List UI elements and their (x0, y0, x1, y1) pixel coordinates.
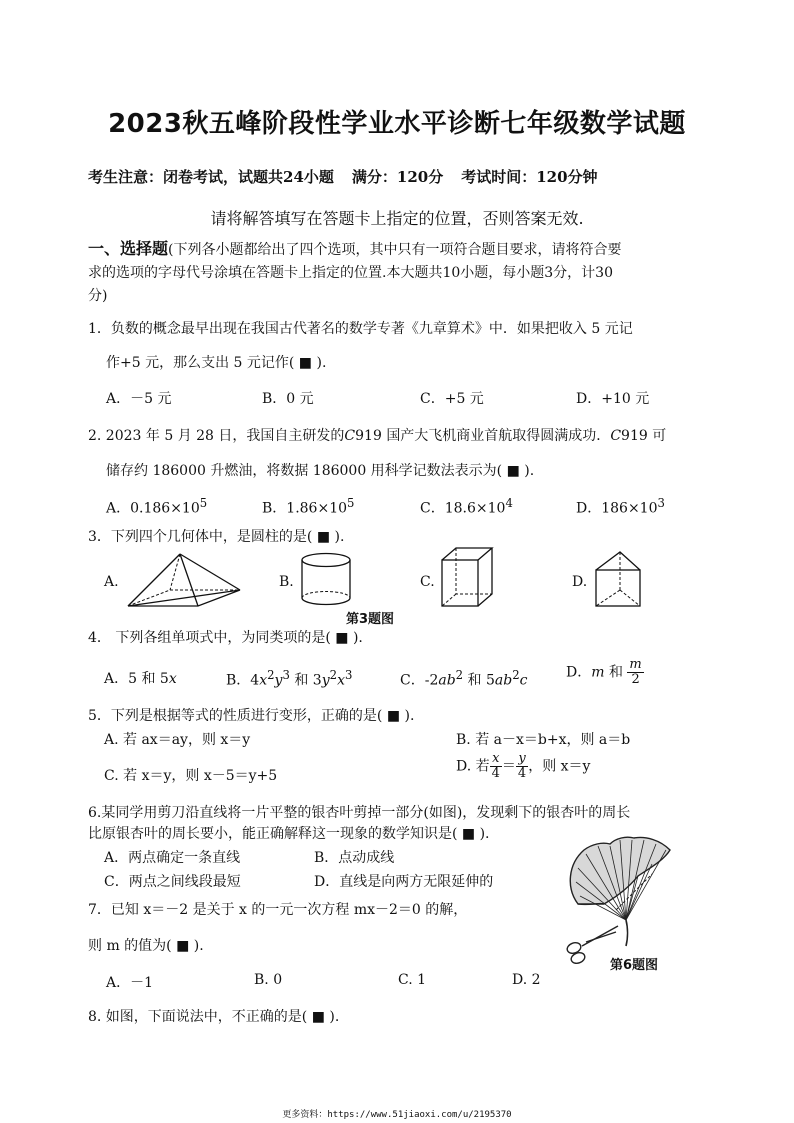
q2-c-letter-2: C (610, 428, 622, 444)
q4-d-numerator: m (629, 657, 642, 672)
q5-d-frac2 (516, 752, 528, 781)
footer-link[interactable]: 更多资料：https://www.51jiaoxi.com/u/2195370 (282, 1110, 512, 1120)
q1-stem-2: 作+5 元，那么支出 5 元记作( ■ ). (106, 355, 327, 371)
q2-stem-1b: 919 国产大飞机商业首航取得圆满成功． (355, 428, 611, 444)
q2-a-base: A．0.186×10 (106, 500, 200, 517)
cylinder-figure (300, 552, 352, 608)
q2-c-exp: 4 (505, 496, 513, 510)
q2-stem-1c: 919 可 (621, 428, 667, 444)
q5-d-num2: y (516, 752, 528, 767)
q5-option-b: B. 若 a－x＝b+x，则 a＝b (456, 732, 631, 748)
q6-stem-1: 6.某同学用剪刀沿直线将一片平整的银杏叶剪掉一部分(如图)，发现剩下的银杏叶的周长 (88, 805, 631, 821)
q5-d-suffix: ，则 x＝y (528, 758, 591, 775)
cuboid-figure (440, 546, 496, 610)
q7-option-b: B. 0 (254, 972, 283, 988)
q4-c-c: c (519, 672, 528, 689)
q3-option-a: A. (104, 574, 119, 590)
q7-option-a: A．－1 (106, 975, 154, 991)
q7-option-d: D. 2 (512, 972, 541, 988)
q2-stem-1 (88, 425, 666, 445)
q4-d-m: m (591, 664, 605, 681)
q5-option-d (456, 752, 590, 781)
q2-c-base: C．18.6×10 (420, 500, 506, 517)
q2-stem-2: 储存约 186000 升燃油，将数据 186000 用科学记数法表示为( ■ ). (106, 463, 535, 479)
q5-d-prefix: D. 若 (456, 758, 490, 775)
q2-option-a (106, 496, 207, 518)
q2-b-exp: 5 (347, 496, 355, 510)
q5-d-frac1 (490, 752, 502, 781)
q6-option-c: C．两点之间线段最短 (104, 874, 241, 890)
section1-desc-2: 求的选项的字母代号涂填在答题卡上指定的位置.本大题共10小题，每小题3分，计30 (88, 265, 613, 281)
q4-a-label: A． (104, 671, 129, 687)
q5-d-equals: ＝ (501, 758, 516, 775)
q6-option-a: A．两点确定一条直线 (104, 850, 241, 866)
q3-option-c: C. (420, 574, 435, 590)
q2-option-c (420, 496, 513, 518)
q4-b-x2: x (337, 672, 345, 689)
q4-b-exp1: 2 (267, 668, 275, 682)
q4-a-text: 5 和 5 (128, 671, 169, 687)
q6-option-d: D．直线是向两方无限延伸的 (314, 874, 494, 890)
q4-d-and: 和 (604, 664, 628, 681)
q4-option-c (400, 668, 528, 690)
q5-option-c: C. 若 x＝y，则 x－5＝y+5 (104, 768, 278, 784)
q6-caption: 第6题图 (610, 958, 659, 973)
q2-b-base: B．1.86×10 (262, 500, 348, 517)
q5-d-den1: 4 (491, 766, 500, 781)
q5-d-num1: x (490, 752, 502, 767)
q4-option-d (566, 658, 644, 687)
q7-option-c: C. 1 (398, 972, 427, 988)
q2-option-b (262, 496, 354, 518)
q8-stem: 8. 如图，下面说法中，不正确的是( ■ ). (88, 1009, 340, 1025)
q4-option-b (226, 668, 352, 690)
section1-heading: 一、选择题 (88, 239, 169, 258)
ginkgo-leaf-figure (556, 834, 688, 964)
q4-b-and: 和 (289, 672, 313, 689)
q1-option-c: C．+5 元 (420, 391, 484, 407)
answer-instruction: 请将解答填写在答题卡上指定的位置，否则答案无效. (210, 209, 584, 228)
q4-c-ab2: ab (494, 672, 513, 689)
exam-notice (88, 166, 598, 187)
q4-d-label: D． (566, 664, 592, 681)
q5-stem: 5．下列是根据等式的性质进行变形，正确的是( ■ ). (88, 708, 415, 724)
q2-a-exp: 5 (199, 496, 208, 510)
q4-b-label: B． (226, 672, 251, 689)
q4-c-ab: ab (438, 672, 456, 689)
q4-d-fraction (627, 658, 643, 687)
q4-b-y2: y (321, 672, 330, 689)
q4-stem: 4． 下列各组单项式中，为同类项的是( ■ ). (88, 630, 363, 646)
q4-c-and: 和 (463, 672, 486, 689)
q1-stem-1: 1．负数的概念最早出现在我国古代著名的数学专著《九章算术》中．如果把收入 5 元记 (88, 321, 633, 337)
q5-d-den2: 4 (517, 766, 527, 781)
q7-stem-2: 则 m 的值为( ■ ). (88, 938, 204, 954)
q1-option-d: D．+10 元 (576, 391, 650, 407)
notice-time: 考试时间：120分钟 (461, 168, 598, 186)
notice-score: 满分：120分 (351, 168, 444, 186)
q2-d-exp: 3 (657, 496, 665, 510)
q3-option-b: B. (279, 574, 294, 590)
pyramid-figure (124, 552, 244, 612)
q4-c-label: C． (400, 672, 425, 689)
q4-c-exp1: 2 (455, 668, 464, 682)
q4-c-coef1: -2 (424, 672, 439, 689)
q2-d-base: D．186×10 (576, 500, 658, 517)
q3-caption: 第3题图 (346, 612, 395, 627)
section1-line1 (88, 237, 621, 262)
q7-stem-1: 7．已知 x＝－2 是关于 x 的一元一次方程 mx－2＝0 的解， (88, 902, 468, 918)
page-title: 2023秋五峰阶段性学业水平诊断七年级数学试题 (108, 109, 686, 139)
q1-option-a: A．－5 元 (106, 391, 172, 407)
q4-c-coef2: 5 (486, 672, 495, 689)
q2-stem-1a: 2. 2023 年 5 月 28 日，我国自主研发的 (88, 428, 345, 444)
q4-c-exp2: 2 (512, 668, 520, 682)
q6-option-b: B．点动成线 (314, 850, 395, 866)
q4-d-denominator: 2 (631, 672, 640, 687)
q4-b-exp2: 3 (282, 668, 290, 682)
q4-b-exp4: 3 (344, 668, 353, 682)
q4-b-y: y (274, 672, 283, 689)
section1-desc-1: (下列各小题都给出了四个选项，其中只有一项符合题目要求，请将符合要 (168, 242, 622, 258)
q4-b-exp3: 2 (329, 668, 338, 682)
q3-option-d: D. (572, 574, 588, 590)
notice-text: ：闭卷考试，试题共24小题 (148, 168, 334, 186)
q3-stem: 3．下列四个几何体中，是圆柱的是( ■ ). (88, 529, 345, 545)
q4-option-a (104, 668, 177, 688)
notice-label: 考生注意 (88, 168, 149, 186)
section1-desc-3: 分) (88, 288, 108, 304)
q1-option-b: B．0 元 (262, 391, 314, 407)
q4-b-coef1: 4 (250, 672, 260, 689)
q4-b-x: x (259, 672, 268, 689)
q5-option-a: A. 若 ax＝ay，则 x＝y (104, 732, 251, 748)
q2-option-d (576, 496, 665, 518)
q4-a-x: x (168, 671, 177, 687)
prism-figure (594, 550, 646, 608)
q4-b-coef2: 3 (312, 672, 322, 689)
q6-stem-2: 比原银杏叶的周长要小，能正确解释这一现象的数学知识是( ■ ). (88, 826, 490, 842)
q2-c-letter: C (344, 428, 356, 444)
